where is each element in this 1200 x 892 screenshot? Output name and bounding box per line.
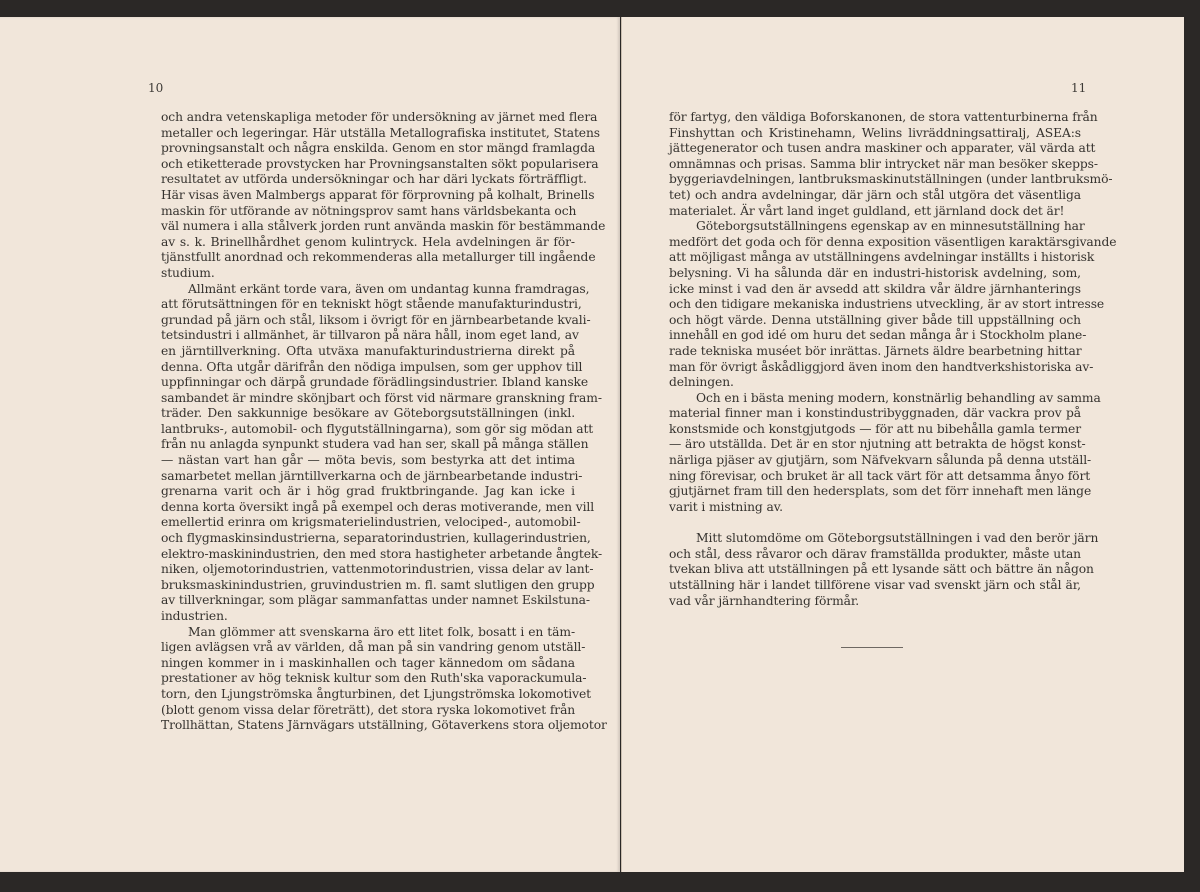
paragraph (669, 531, 1099, 609)
page-number: 11 (1071, 81, 1087, 95)
text-line: denna korta översikt ingå på exempel och deras motiverande, men vill (161, 499, 595, 514)
text-line: bruksmaskinindustrien, gruvindustrien m. fl. samt slutligen den grupp (161, 577, 595, 592)
text-line: från nu anlagda synpunkt studera vad han ser, skall på många ställen (161, 437, 589, 452)
page-number: 10 (148, 81, 164, 95)
text-line: en järntillverkning. Ofta utväxa manufakturindustrierna direkt på (161, 343, 575, 358)
text-line: gjutjärnet fram till den hedersplats, som det förr innehaft men länge (669, 484, 1092, 499)
text-line: elektro-maskinindustrien, den med stora hastigheter arbetande ångtek- (161, 546, 603, 561)
text-line: — äro utställda. Det är en stor njutning att betrakta de högst konst- (669, 437, 1086, 452)
text-line: — nästan vart han går — möta bevis, som bestyrka att det intima (161, 453, 575, 468)
end-divider (841, 647, 903, 648)
text-line: grenarna varit och är i hög grad fruktbringande. Jag kan icke i (161, 484, 575, 499)
text-line: sambandet är mindre skönjbart och först vid närmare granskning fram- (161, 390, 602, 405)
text-line: väl numera i alla stålverk jorden runt använda maskin för bestämmande (161, 219, 606, 234)
text-line: prestationer av hög teknisk kultur som den Ruth'ska vaporackumula- (161, 671, 587, 686)
text-line: belysning. Vi ha sålunda där en industri-historisk avdelning, som, (669, 265, 1081, 280)
text-line: medfört det goda och för denna exposition väsentligen karaktärsgivande (669, 234, 1117, 249)
text-line: provningsanstalt och några enskilda. Genom en stor mängd framlagda (161, 141, 596, 156)
text-line: vad vår järnhandtering förmår. (669, 593, 860, 608)
text-line: Trollhättan, Statens Järnvägars utställning, Götaverkens stora oljemotor (161, 718, 607, 733)
text-line: tvekan bliva att utställningen på ett lysande sätt och bättre än någon (669, 562, 1094, 577)
text-line: denna. Ofta utgår därifrån den nödiga impulsen, som ger upphov till (161, 359, 583, 374)
text-line: Mitt slutomdöme om Göteborgsutställningen i vad den berör järn (696, 531, 1099, 546)
text-line: av tillverkningar, som plägar sammanfattas under namnet Eskilstuna- (161, 593, 590, 608)
text-line: material finner man i konstindustribyggnaden, där vackra prov på (669, 406, 1081, 421)
text-line: träder. Den sakkunnige besökare av Göteborgsutställningen (inkl. (161, 406, 575, 421)
text-line: metaller och legeringar. Här utställa Metallografiska institutet, Statens (161, 125, 600, 140)
text-line: tetsindustri i allmänhet, är tillvaron på nära håll, inom eget land, av (161, 328, 579, 343)
text-line: grundad på järn och stål, liksom i övrigt för en järnbearbetande kvali- (161, 312, 591, 327)
text-line: emellertid erinra om krigsmaterielindustrien, velociped-, automobil- (161, 515, 581, 530)
paragraph (161, 624, 607, 734)
text-line: ning förevisar, och bruket är all tack värt för att detsamma ånyo fört (669, 468, 1091, 483)
text-line: maskin för utförande av nötningsprov samt hans världsbekanta och (161, 203, 577, 218)
text-line: man för övrigt åskådliggjord även inom den handtverkshistoriska av- (669, 359, 1094, 374)
paragraph (669, 110, 1113, 219)
text-line: rade tekniska muséet bör inrättas. Järnets äldre bearbetning hittar (669, 343, 1082, 358)
text-line: och högt värde. Denna utställning giver både till uppställning och (669, 312, 1081, 327)
text-line: och flygmaskinsindustrierna, separatorindustrien, kullagerindustrien, (161, 531, 591, 546)
text-line: varit i mistning av. (669, 499, 783, 514)
text-line: jättegenerator och tusen andra maskiner och apparater, väl värda att (669, 141, 1096, 156)
paragraph (161, 110, 606, 282)
text-line: för fartyg, den väldiga Boforskanonen, de stora vattenturbinerna från (669, 110, 1098, 124)
text-line: att möjligast många av utställningens avdelningar inställts i historisk (669, 250, 1095, 265)
body-text (161, 110, 607, 734)
text-line: (blott genom vissa delar företrätt), det stora ryska lokomotivet från (161, 702, 576, 717)
text-line: tet) och andra avdelningar, där järn och stål utgöra det väsentliga (669, 187, 1081, 202)
text-line: Allmänt erkänt torde vara, även om undantag kunna framdragas, (188, 281, 590, 296)
text-line: och andra vetenskapliga metoder för undersökning av järnet med flera (161, 110, 598, 124)
text-line: Här visas även Malmbergs apparat för förprovning på kolhalt, Brinells (161, 187, 595, 202)
paragraph (161, 281, 603, 625)
text-line: innehåll en god idé om huru det sedan många år i Stockholm plane- (669, 328, 1087, 343)
text-line: resultatet av utförda undersökningar och har däri lyckats förträffligt. (161, 172, 587, 187)
text-line: industrien. (161, 609, 228, 623)
text-line: utställning här i landet tillförene visar vad svenskt järn och stål är, (669, 577, 1081, 592)
text-line: uppfinningar och därpå grundade förädlingsindustrier. Ibland kanske (161, 375, 589, 390)
text-line: Man glömmer att svenskarna äro ett litet folk, bosatt i en täm- (188, 624, 575, 639)
text-line: samarbetet mellan järntillverkarna och de järnbearbetande industri- (161, 468, 583, 483)
left-page (0, 17, 620, 872)
text-line: ningen kommer in i maskinhallen och tager kännedom om sådana (161, 655, 575, 670)
text-line: konstsmide och konstgjutgods — för att nu bibehålla gamla termer (669, 421, 1081, 436)
paragraph (669, 219, 1117, 391)
text-line: niken, oljemotorindustrien, vattenmotorindustrien, vissa delar av lant- (161, 562, 594, 577)
text-line: att förutsättningen för en tekniskt högt stående manufakturindustri, (161, 297, 582, 312)
text-line: närliga pjäser av gjutjärn, som Näfvekvarn sålunda på denna utställ- (669, 453, 1092, 468)
body-text (669, 110, 1117, 609)
text-line: ligen avlägsen vrå av världen, då man på sin vandring genom utställ- (161, 640, 586, 655)
text-line: och den tidigare mekaniska industriens utveckling, är av stort intresse (669, 297, 1105, 312)
text-line: Finshyttan och Kristinehamn, Welins livräddningsattiralj, ASEA:s (669, 125, 1081, 140)
text-line: torn, den Ljungströmska ångturbinen, det Ljungströmska lokomotivet (161, 686, 592, 701)
paragraph-gap (669, 515, 1081, 531)
text-line: Göteborgsutställningens egenskap av en minnesutställning har (696, 219, 1085, 234)
text-line: av s. k. Brinellhårdhet genom kulintryck. Hela avdelningen är för- (161, 234, 575, 249)
text-line: byggeriavdelningen, lantbruksmaskinutställningen (under lantbruksmö- (669, 172, 1113, 187)
text-line: icke minst i vad den är avsedd att skildra vår äldre järnhanterings (669, 281, 1081, 296)
text-line: Och en i bästa mening modern, konstnärlig behandling av samma (696, 390, 1101, 405)
text-line: delningen. (669, 375, 734, 390)
text-line: tjänstfullt anordnad och rekommenderas alla metallurger till ingående (161, 250, 596, 265)
right-page (621, 17, 1184, 872)
text-line: studium. (161, 265, 215, 280)
text-line: och etiketterade provstycken har Provningsanstalten sökt popularisera (161, 156, 599, 171)
text-line: och stål, dess råvaror och därav framställda produkter, måste utan (669, 546, 1081, 561)
text-line: lantbruks-, automobil- och flygutställningarna), som gör sig mödan att (161, 421, 594, 436)
paragraph (669, 390, 1101, 516)
text-line: materialet. Är vårt land inget guldland, ett järnland dock det är! (669, 203, 1065, 218)
text-line: omnämnas och prisas. Samma blir intrycket när man besöker skepps- (669, 156, 1098, 171)
